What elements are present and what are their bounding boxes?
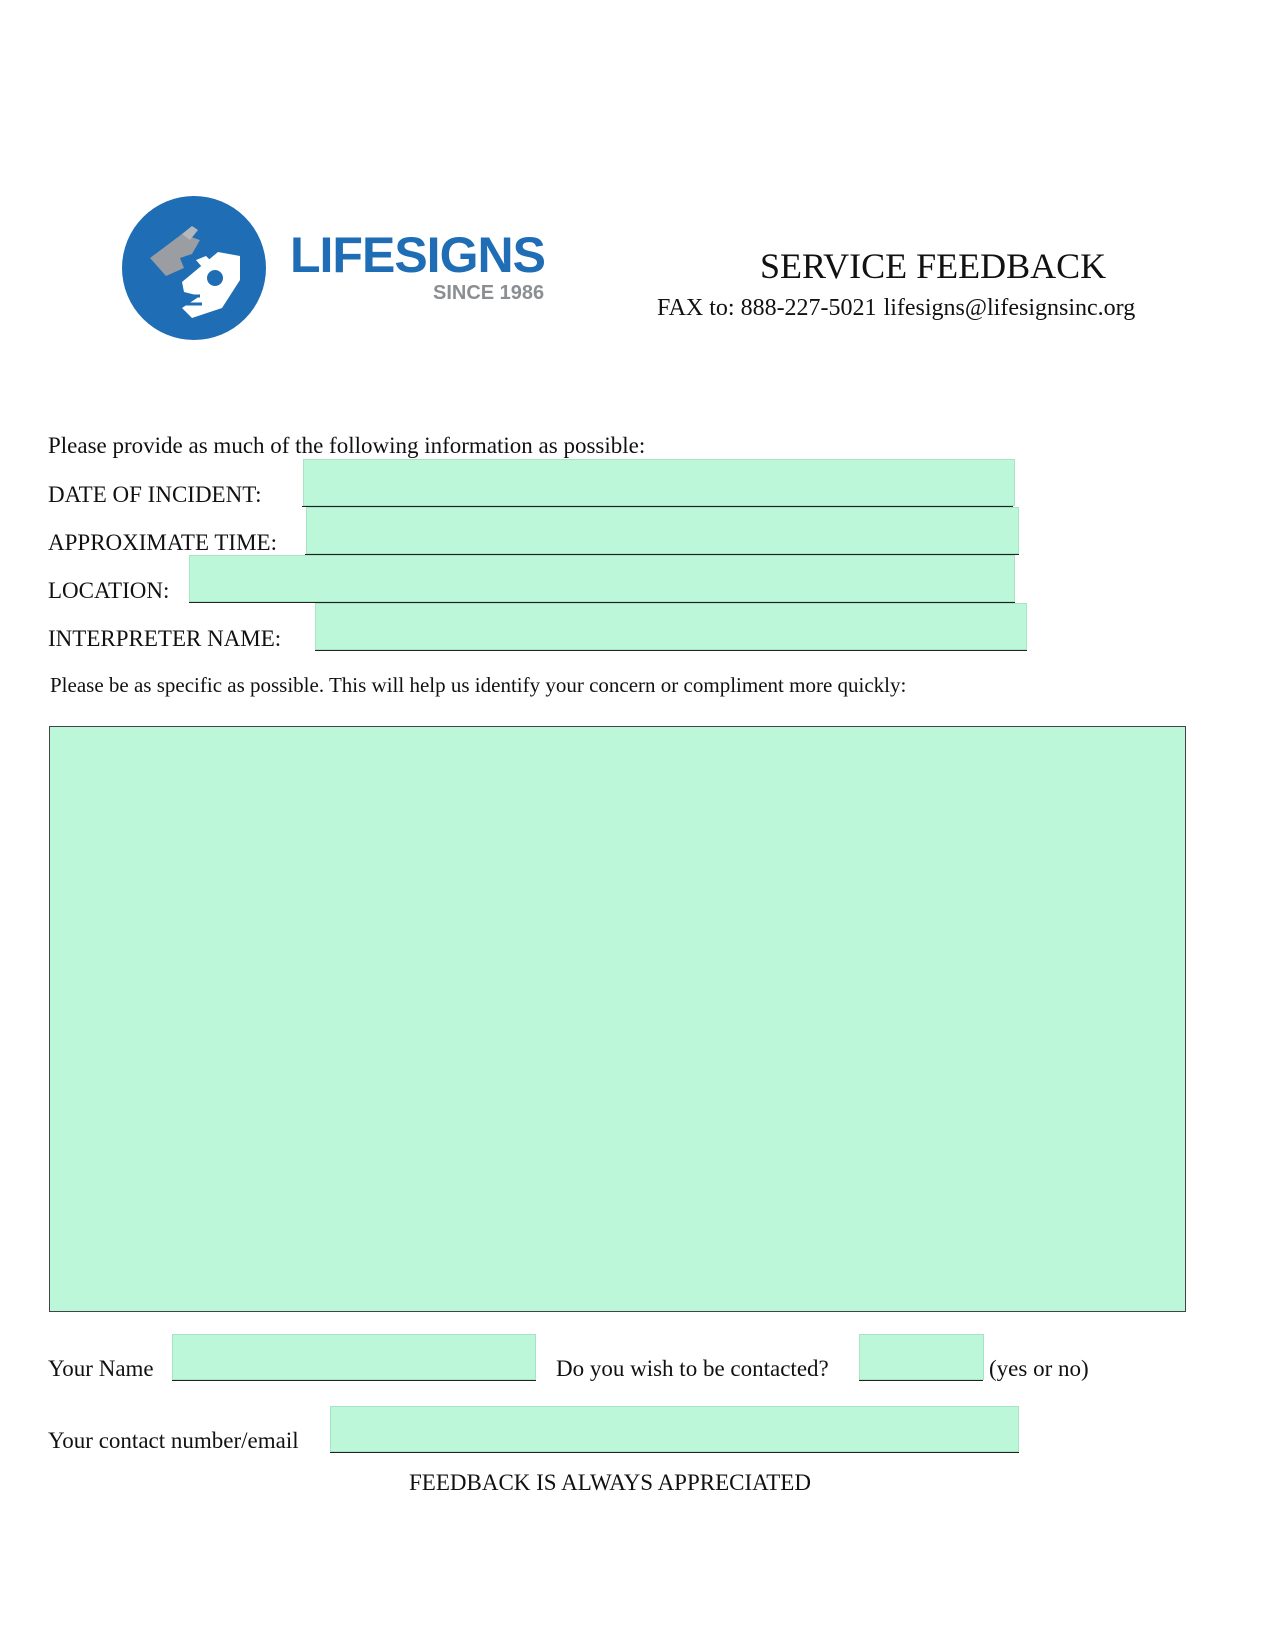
page-title: SERVICE FEEDBACK bbox=[760, 246, 1107, 286]
contact-email[interactable]: lifesigns@lifesignsinc.org bbox=[883, 295, 1136, 321]
brand-since: SINCE 1986 bbox=[433, 282, 545, 304]
name-label: Your Name bbox=[48, 1356, 154, 1381]
time-label: APPROXIMATE TIME: bbox=[48, 530, 277, 555]
yes-no-hint: (yes or no) bbox=[989, 1356, 1089, 1381]
location-field[interactable] bbox=[189, 555, 1015, 602]
footer-tagline: FEEDBACK IS ALWAYS APPRECIATED bbox=[409, 1470, 811, 1495]
date-field[interactable] bbox=[303, 459, 1015, 506]
contact-question: Do you wish to be contacted? bbox=[556, 1356, 829, 1381]
signing-hands-logo-icon bbox=[122, 196, 266, 340]
contact-info-underline bbox=[330, 1452, 1019, 1453]
contact-answer-underline bbox=[859, 1380, 983, 1381]
feedback-textarea[interactable] bbox=[49, 726, 1186, 1312]
interpreter-field[interactable] bbox=[315, 603, 1027, 650]
contact-yes-no-field[interactable] bbox=[859, 1334, 984, 1380]
contact-info-field[interactable] bbox=[330, 1406, 1019, 1452]
interpreter-underline bbox=[315, 650, 1027, 651]
time-field[interactable] bbox=[306, 507, 1019, 554]
name-underline bbox=[172, 1380, 536, 1381]
location-label: LOCATION: bbox=[48, 578, 170, 603]
contact-info-label: Your contact number/email bbox=[48, 1428, 299, 1453]
your-name-field[interactable] bbox=[172, 1334, 536, 1380]
form-intro: Please provide as much of the following information as possible: bbox=[48, 433, 646, 458]
specific-note: Please be as specific as possible. This will help us identify your concern or compliment more quickly: bbox=[50, 673, 907, 697]
contact-line bbox=[657, 296, 1135, 320]
interpreter-label: INTERPRETER NAME: bbox=[48, 626, 282, 651]
brand-name: LIFESIGNS bbox=[290, 227, 545, 283]
fax-number: FAX to: 888-227-5021 bbox=[657, 295, 877, 321]
date-label: DATE OF INCIDENT: bbox=[48, 482, 262, 507]
